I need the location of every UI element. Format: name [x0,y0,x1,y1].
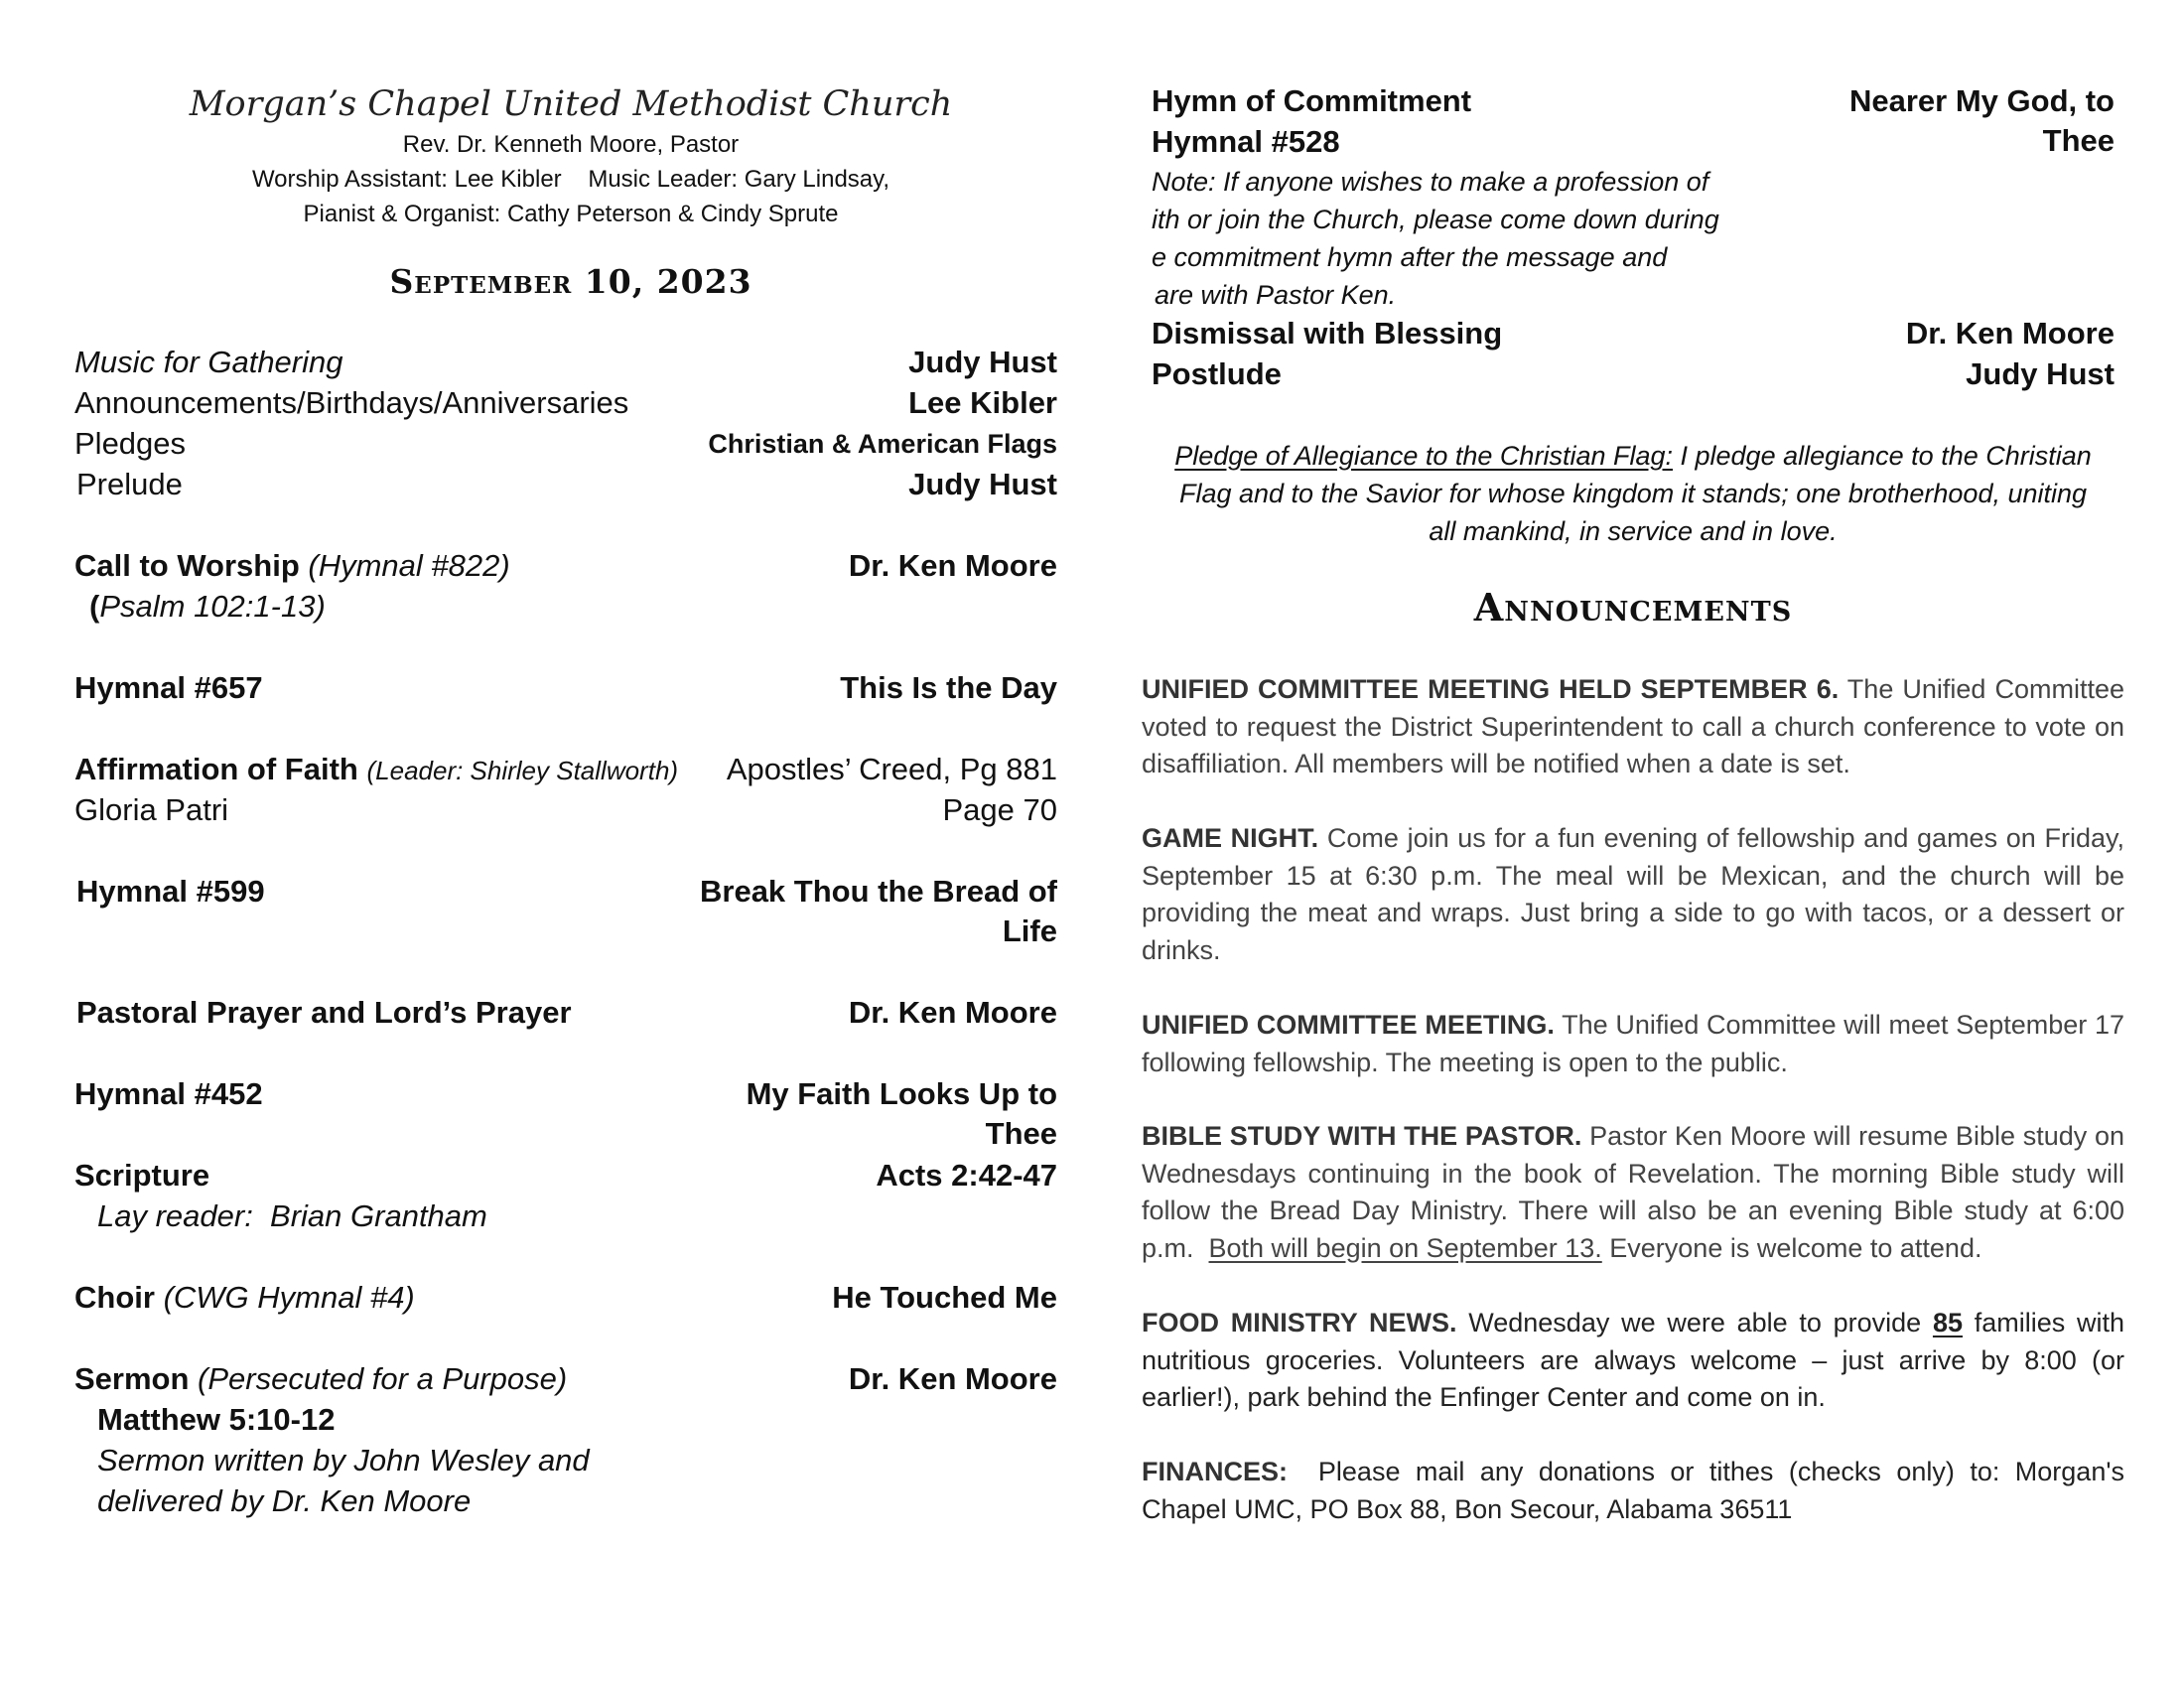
pastor-line: Rev. Dr. Kenneth Moore, Pastor [402,131,740,158]
announcement-body: Pastor Ken Moore will resume Bible study on Wednesdays continuing in the book of Revelation. The morning Bible study will follow the Bread Day Ministry. There will also be an evening Bible study at 6:00 p.m. [1142,1121,2132,1263]
announcement-unified-committee-held [1142,671,2124,783]
announcements-label: Announcements/Birthdays/Anniversaries [74,385,629,420]
scripture-reference: Acts 2:42-47 [876,1158,1057,1193]
psalm-ref: Psalm 102:1-13) [99,589,326,624]
staff-line-2: Pianist & Organist: Cathy Peterson & Cindy Sprute [303,201,839,227]
pastoral-prayer-leader: Dr. Ken Moore [848,995,1057,1030]
announcement-game-night [1142,820,2124,969]
choir-song: He Touched Me [832,1280,1057,1315]
dismissal-label: Dismissal with Blessing [1152,316,1503,351]
announcement-unified-committee-meeting [1142,1007,2124,1081]
hymn-title-line-1: Nearer My God, to [1849,83,2115,118]
note-line: e commitment hymn after the message and [1152,242,1668,272]
hymn-of-commitment-label: Hymn of Commitment [1152,83,1472,118]
sermon-note-line-1: Sermon written by John Wesley and [97,1443,590,1477]
affirmation-leader: (Leader: Shirley Stallworth) [366,756,679,785]
announcements-leader: Lee Kibler [908,385,1057,420]
bulletin-header [74,81,1067,231]
service-date: September 10, 2023 [389,262,752,301]
sermon [74,1359,567,1399]
call-to-worship [74,546,510,586]
postlude-leader: Judy Hust [1966,356,2115,391]
pledges-label: Pledges [74,426,187,461]
announcement-body-tail: Everyone is welcome to attend. [1601,1232,1982,1263]
families-count: 85 [1932,1308,1963,1337]
prelude-leader: Judy Hust [908,467,1057,501]
affirmation-label: Affirmation of Faith [74,752,358,786]
hymnal-452-title [596,1074,1057,1154]
prelude-label: Prelude [76,467,183,501]
announcement-body: The Unified Committee will meet September 17 following fellowship. The meeting is open to the public. [1142,1010,2124,1077]
hymn-title-line-1: My Faith Looks Up to [746,1076,1057,1111]
note-line: are with Pastor Ken. [1155,280,1397,310]
sermon-note-line-2: delivered by Dr. Ken Moore [97,1483,472,1518]
paren: ( [89,589,100,624]
announcement-body: Wednesday we were able to provide [1456,1308,1933,1337]
pledge-title: Pledge of Allegiance to the Christian Flag: [1174,441,1673,471]
choir-label: Choir [74,1280,155,1315]
announcement-body: The Unified Committee voted to request the District Superintendent to call a church conference to vote on disaffiliation. All members will be notified when a date is set. [1142,674,2124,778]
hymn-of-commitment-title [1688,81,2115,161]
hymnal-657-title: This Is the Day [840,670,1057,705]
staff-line-1: Worship Assistant: Lee Kibler Music Leader: Gary Lindsay, [251,166,890,193]
hymn-title-line-2: Thee [2042,123,2115,158]
hymnal-599-title [596,872,1057,951]
call-to-worship-leader: Dr. Ken Moore [848,548,1057,583]
hymn-title-line-1: Break Thou the Bread of [700,874,1057,909]
hymnal-657-label: Hymnal #657 [74,670,263,705]
announcement-body: Come join us for a fun evening of fellowship and games on Friday, September 15 at 6:30 p.m. The meal will be Mexican, and the church will be providing the meat and wraps. Just bring a side to go with tacos, or a dessert or drinks. [1142,823,2124,965]
announcement-finances [1142,1454,2132,1528]
announcement-heading: FINANCES: [1142,1457,1288,1486]
announcement-food-ministry [1142,1305,2124,1417]
pledge-line-3: all mankind, in service and in love. [1429,516,1838,546]
gloria-patri-label: Gloria Patri [74,792,229,827]
hymnal-528-label: Hymnal #528 [1152,124,1340,159]
note-line: ith or join the Church, please come down during [1152,205,1719,234]
note-line: Note: If anyone wishes to make a profession of [1152,167,1709,197]
pledges-flags: Christian & American Flags [708,429,1057,459]
church-name: Morgan’s Chapel United Methodist Church [189,84,953,124]
announcements-title: Announcements [1473,585,1793,630]
choir-hymnal: (CWG Hymnal #4) [163,1280,415,1315]
music-for-gathering-label: Music for Gathering [74,345,343,379]
announcement-heading: FOOD MINISTRY NEWS. [1142,1308,1457,1337]
affirmation-of-faith [74,750,678,790]
sermon-label: Sermon [74,1361,190,1396]
call-to-worship-psalm [89,587,326,627]
announcement-heading: BIBLE STUDY WITH THE PASTOR. [1142,1121,1582,1151]
hymn-title-line-2: Thee [985,1116,1057,1151]
hymnal-599-label: Hymnal #599 [76,874,265,909]
choir [74,1278,415,1318]
pastoral-prayer-label: Pastoral Prayer and Lord’s Prayer [76,995,572,1030]
announcement-heading: UNIFIED COMMITTEE MEETING HELD SEPTEMBER 6. [1142,674,1840,704]
announcement-underlined: Both will begin on September 13. [1208,1232,1602,1263]
gloria-patri-page: Page 70 [942,792,1057,827]
call-to-worship-hymnal: (Hymnal #822) [308,548,510,583]
sermon-scripture: Matthew 5:10-12 [97,1402,336,1437]
affirmation-creed: Apostles’ Creed, Pg 881 [726,752,1057,786]
sermon-preacher: Dr. Ken Moore [848,1361,1057,1396]
commitment-note [1152,163,1719,314]
sermon-title: (Persecuted for a Purpose) [198,1361,568,1396]
announcement-bible-study [1142,1118,2132,1267]
christian-flag-pledge [1142,437,2124,550]
scripture-label: Scripture [74,1158,210,1193]
announcement-heading: UNIFIED COMMITTEE MEETING. [1142,1010,1555,1040]
announcement-body-tail: families with nutritious groceries. Volunteers are always welcome – just arrive by 8:00 (or earlier!), park behind the Enfinger Center and come on in. [1142,1308,2124,1412]
announcement-body: Please mail any donations or tithes (checks only) to: Morgan's Chapel UMC, PO Box 88, Bon Secour, Alabama 36511 [1142,1457,2132,1524]
lay-reader: Lay reader: Brian Grantham [97,1198,487,1233]
music-for-gathering-leader: Judy Hust [908,345,1057,379]
dismissal-leader: Dr. Ken Moore [1905,316,2115,351]
pledge-line-1: I pledge allegiance to the Christian [1673,441,2092,471]
hymn-title-line-2: Life [1002,914,1057,948]
postlude-label: Postlude [1152,356,1282,391]
hymnal-452-label: Hymnal #452 [74,1076,263,1111]
pledge-line-2: Flag and to the Savior for whose kingdom it stands; one brotherhood, uniting [1178,479,2088,508]
announcement-heading: GAME NIGHT. [1142,823,1319,853]
call-to-worship-label: Call to Worship [74,548,300,583]
